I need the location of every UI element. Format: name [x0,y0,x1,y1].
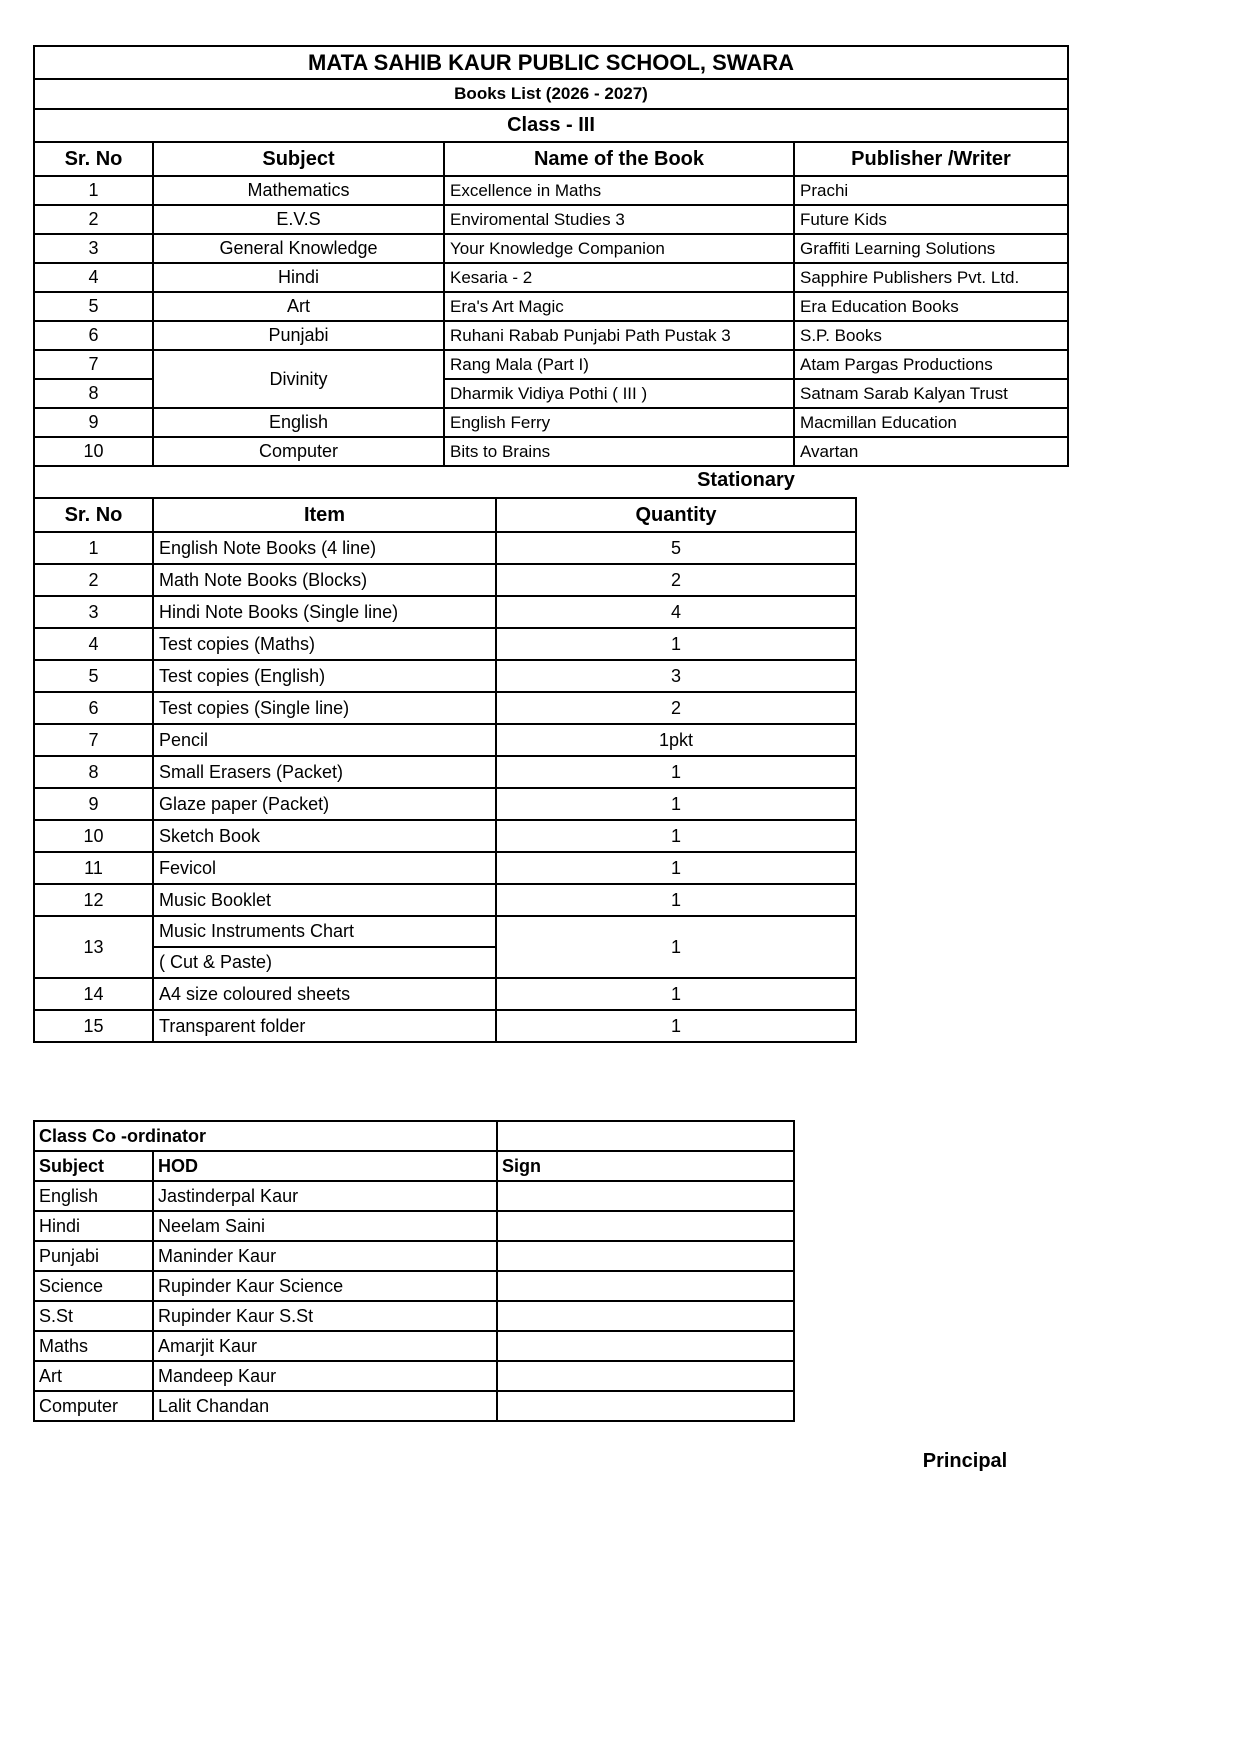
books-list-subtitle-row [34,79,1068,109]
coordinator-row [34,1271,794,1301]
qty-cell: 2 [496,564,856,596]
sr-cell: 14 [34,978,153,1010]
books-table [33,45,1069,467]
item-cell: Math Note Books (Blocks) [153,564,496,596]
sr-cell: 7 [34,350,153,379]
book-cell: Enviromental Studies 3 [444,205,794,234]
stationary-row [34,756,856,788]
stationary-table [33,497,857,1043]
stationary-header-row [34,498,856,532]
sign-cell [497,1301,794,1331]
book-cell: Excellence in Maths [444,176,794,205]
column-header-book-name: Name of the Book [444,142,794,176]
publisher-cell: S.P. Books [794,321,1068,350]
sr-cell-merged: 13 [34,916,153,978]
principal-label: Principal [922,1450,1008,1472]
sr-cell: 8 [34,756,153,788]
sr-cell: 12 [34,884,153,916]
subject-cell: Science [34,1271,153,1301]
item-cell: A4 size coloured sheets [153,978,496,1010]
qty-cell: 1 [496,820,856,852]
stationary-row [34,916,856,947]
publisher-cell: Satnam Sarab Kalyan Trust [794,379,1068,408]
sr-cell: 9 [34,788,153,820]
sr-cell: 6 [34,692,153,724]
item-cell: Test copies (Maths) [153,628,496,660]
sr-cell: 11 [34,852,153,884]
qty-cell: 1 [496,756,856,788]
stationary-row [34,660,856,692]
column-header-subject: Subject [153,142,444,176]
sr-cell: 6 [34,321,153,350]
item-cell: Sketch Book [153,820,496,852]
qty-cell: 2 [496,692,856,724]
sign-cell [497,1391,794,1421]
stationary-row [34,724,856,756]
sr-cell: 5 [34,292,153,321]
books-list-subtitle: Books List (2026 - 2027) [34,79,1068,109]
subject-cell: Computer [34,1391,153,1421]
book-cell: Dharmik Vidiya Pothi ( III ) [444,379,794,408]
books-row [34,263,1068,292]
publisher-cell: Era Education Books [794,292,1068,321]
column-header-item: Item [153,498,496,532]
column-header-sign: Sign [497,1151,794,1181]
hod-cell: Amarjit Kaur [153,1331,497,1361]
book-cell: Bits to Brains [444,437,794,466]
coordinator-title-empty-cell [497,1121,794,1151]
books-row [34,408,1068,437]
qty-cell: 4 [496,596,856,628]
hod-cell: Mandeep Kaur [153,1361,497,1391]
subject-cell: Mathematics [153,176,444,205]
coordinator-row [34,1361,794,1391]
qty-cell: 3 [496,660,856,692]
hod-cell: Jastinderpal Kaur [153,1181,497,1211]
sr-cell: 15 [34,1010,153,1042]
books-row [34,321,1068,350]
sr-cell: 9 [34,408,153,437]
sr-cell: 4 [34,628,153,660]
stationary-row [34,628,856,660]
books-row [34,292,1068,321]
coordinator-row [34,1391,794,1421]
publisher-cell: Graffiti Learning Solutions [794,234,1068,263]
item-cell-line2: ( Cut & Paste) [153,947,496,978]
subject-cell: Hindi [34,1211,153,1241]
publisher-cell: Atam Pargas Productions [794,350,1068,379]
coordinator-table [33,1120,795,1422]
books-row [34,234,1068,263]
sr-cell: 5 [34,660,153,692]
sr-cell: 3 [34,234,153,263]
publisher-cell: Macmillan Education [794,408,1068,437]
sr-cell: 1 [34,532,153,564]
publisher-cell: Avartan [794,437,1068,466]
sign-cell [497,1271,794,1301]
class-title-row [34,109,1068,142]
coordinator-row [34,1181,794,1211]
books-row [34,205,1068,234]
coordinator-row [34,1331,794,1361]
item-cell-line1: Music Instruments Chart [153,916,496,947]
subject-cell: Art [153,292,444,321]
subject-cell: English [34,1181,153,1211]
hod-cell: Maninder Kaur [153,1241,497,1271]
item-cell: Small Erasers (Packet) [153,756,496,788]
subject-cell: Punjabi [153,321,444,350]
item-cell: Music Booklet [153,884,496,916]
stationary-row [34,532,856,564]
sign-cell [497,1331,794,1361]
class-title: Class - III [34,109,1068,142]
hod-cell: Neelam Saini [153,1211,497,1241]
publisher-cell: Sapphire Publishers Pvt. Ltd. [794,263,1068,292]
hod-cell: Rupinder Kaur Science [153,1271,497,1301]
coordinator-row [34,1211,794,1241]
sr-cell: 10 [34,820,153,852]
stationary-section-title: Stationary [33,463,1241,497]
subject-cell: Hindi [153,263,444,292]
sign-cell [497,1361,794,1391]
book-cell: Your Knowledge Companion [444,234,794,263]
coordinator-row [34,1241,794,1271]
subject-cell: Maths [34,1331,153,1361]
stationary-row [34,978,856,1010]
sr-cell: 4 [34,263,153,292]
school-title-row [34,46,1068,79]
sign-cell [497,1181,794,1211]
sr-cell: 2 [34,564,153,596]
qty-cell: 1 [496,884,856,916]
book-cell: English Ferry [444,408,794,437]
qty-cell: 5 [496,532,856,564]
qty-cell: 1 [496,628,856,660]
subject-cell: Art [34,1361,153,1391]
books-row [34,350,1068,379]
column-header-hod: HOD [153,1151,497,1181]
books-row [34,176,1068,205]
qty-cell: 1 [496,978,856,1010]
subject-cell: E.V.S [153,205,444,234]
stationary-row [34,884,856,916]
subject-cell: S.St [34,1301,153,1331]
qty-cell-merged: 1 [496,916,856,978]
book-cell: Kesaria - 2 [444,263,794,292]
qty-cell: 1 [496,1010,856,1042]
stationary-row [34,852,856,884]
subject-cell: English [153,408,444,437]
stationary-row [34,1010,856,1042]
qty-cell: 1 [496,852,856,884]
books-row [34,437,1068,466]
item-cell: Test copies (Single line) [153,692,496,724]
stationary-row [34,564,856,596]
item-cell: Hindi Note Books (Single line) [153,596,496,628]
subject-cell: Computer [153,437,444,466]
sr-cell: 10 [34,437,153,466]
stationary-row [34,788,856,820]
column-header-publisher: Publisher /Writer [794,142,1068,176]
item-cell: Test copies (English) [153,660,496,692]
coordinator-row [34,1301,794,1331]
book-cell: Ruhani Rabab Punjabi Path Pustak 3 [444,321,794,350]
books-header-row [34,142,1068,176]
subject-cell: Punjabi [34,1241,153,1271]
subject-cell-merged-divinity: Divinity [153,350,444,408]
sr-cell: 3 [34,596,153,628]
sr-cell: 8 [34,379,153,408]
item-cell: Fevicol [153,852,496,884]
qty-cell: 1 [496,788,856,820]
coordinator-header-row [34,1151,794,1181]
publisher-cell: Prachi [794,176,1068,205]
sr-cell: 7 [34,724,153,756]
sr-cell: 1 [34,176,153,205]
stationary-row [34,596,856,628]
book-cell: Era's Art Magic [444,292,794,321]
column-header-subject: Subject [34,1151,153,1181]
coordinator-title-row [34,1121,794,1151]
item-cell: English Note Books (4 line) [153,532,496,564]
school-name: MATA SAHIB KAUR PUBLIC SCHOOL, SWARA [34,46,1068,79]
column-header-sr-no: Sr. No [34,498,153,532]
item-cell: Transparent folder [153,1010,496,1042]
sign-cell [497,1211,794,1241]
qty-cell: 1pkt [496,724,856,756]
stationary-row [34,820,856,852]
hod-cell: Lalit Chandan [153,1391,497,1421]
hod-cell: Rupinder Kaur S.St [153,1301,497,1331]
publisher-cell: Future Kids [794,205,1068,234]
book-cell: Rang Mala (Part I) [444,350,794,379]
column-header-quantity: Quantity [496,498,856,532]
sr-cell: 2 [34,205,153,234]
stationary-row [34,692,856,724]
coordinator-title: Class Co -ordinator [34,1121,497,1151]
item-cell: Pencil [153,724,496,756]
sign-cell [497,1241,794,1271]
column-header-sr-no: Sr. No [34,142,153,176]
subject-cell: General Knowledge [153,234,444,263]
item-cell: Glaze paper (Packet) [153,788,496,820]
